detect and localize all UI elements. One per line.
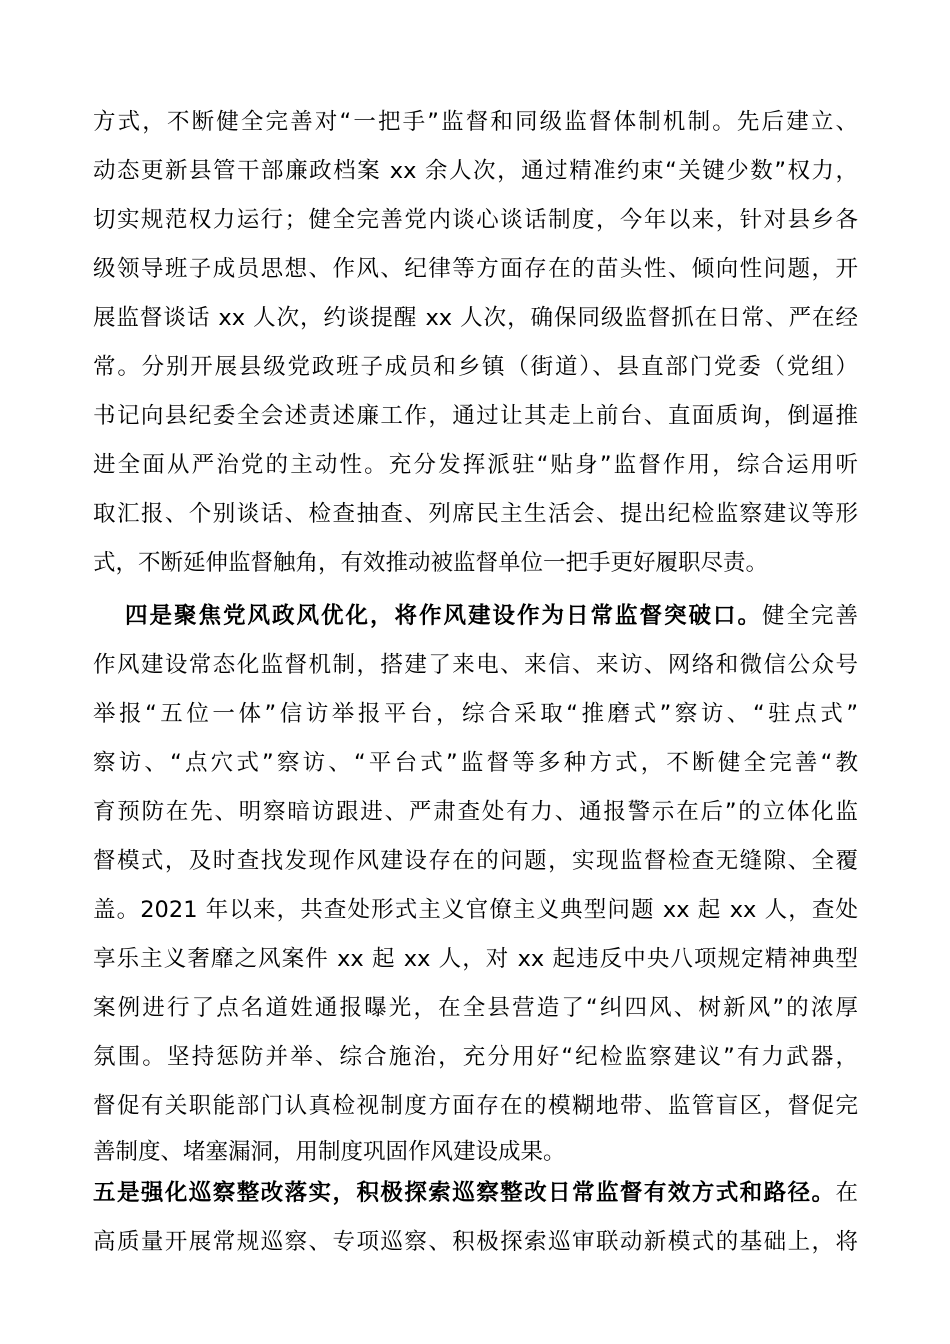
body-text-line: 案例进行了点名道姓通报曝光，在全县营造了“纠四风、树新风”的浓厚 bbox=[93, 995, 858, 1021]
body-text-line: 书记向县纪委全会述责述廉工作，通过让其走上前台、直面质询，倒逼推 bbox=[93, 403, 858, 429]
body-text-line: 督促有关职能部门认真检视制度方面存在的模糊地带、监管盲区，督促完 bbox=[93, 1093, 858, 1119]
paragraph-first-line bbox=[93, 1173, 858, 1213]
body-text-line: 切实规范权力运行；健全完善党内谈心谈话制度，今年以来，针对县乡各 bbox=[93, 207, 858, 233]
body-text-line: 氛围。坚持惩防并举、综合施治，充分用好“纪检监察建议”有力武器， bbox=[93, 1044, 858, 1070]
body-text-line: 举报“五位一体”信访举报平台，综合采取“推磨式”察访、“驻点式” bbox=[93, 701, 858, 727]
body-text-line: 善制度、堵塞漏洞，用制度巩固作风建设成果。 bbox=[93, 1139, 566, 1165]
body-text-line: 进全面从严治党的主动性。充分发挥派驻“贴身”监督作用，综合运用听 bbox=[93, 452, 858, 478]
body-text-line: 方式，不断健全完善对“一把手”监督和同级监督体制机制。先后建立、 bbox=[93, 109, 858, 135]
body-text-line: 督模式，及时查找发现作风建设存在的问题，实现监督检查无缝隙、全覆 bbox=[93, 848, 858, 874]
body-text-line: 常。分别开展县级党政班子成员和乡镇（街道）、县直部门党委（党组） bbox=[93, 354, 858, 380]
body-text-line: 展监督谈话 xx 人次，约谈提醒 xx 人次，确保同级监督抓在日常、严在经 bbox=[93, 305, 858, 331]
body-text-line: 育预防在先、明察暗访跟进、严肃查处有力、通报警示在后”的立体化监 bbox=[93, 799, 858, 825]
body-text-line: 察访、“点穴式”察访、“平台式”监督等多种方式，不断健全完善“教 bbox=[93, 750, 858, 776]
body-text-line: 式，不断延伸监督触角，有效推动被监督单位一把手更好履职尽责。 bbox=[93, 550, 769, 576]
body-text-line: 动态更新县管干部廉政档案 xx 余人次，通过精准约束“关键少数”权力， bbox=[93, 158, 858, 184]
body-text-line: 作风建设常态化监督机制，搭建了来电、来信、来访、网络和微信公众号 bbox=[93, 652, 858, 678]
body-text-line: 盖。2021 年以来，共查处形式主义官僚主义典型问题 xx 起 xx 人，查处 bbox=[93, 897, 858, 923]
body-text-line: 高质量开展常规巡察、专项巡察、积极探索巡审联动新模式的基础上，将 bbox=[93, 1229, 858, 1255]
body-text-line: 取汇报、个别谈话、检查抽查、列席民主生活会、提出纪检监察建议等形 bbox=[93, 501, 858, 527]
section-heading: 四是聚焦党风政风优化，将作风建设作为日常监督突破口。 bbox=[125, 603, 762, 629]
body-text-line: 级领导班子成员思想、作风、纪律等方面存在的苗头性、倾向性问题，开 bbox=[93, 256, 858, 282]
body-text-span: 在 bbox=[835, 1180, 858, 1206]
body-text-span: 健全完善 bbox=[761, 603, 858, 629]
section-heading: 五是强化巡察整改落实，积极探索巡察整改日常监督有效方式和路径。 bbox=[93, 1180, 836, 1206]
body-text-line: 享乐主义奢靡之风案件 xx 起 xx 人，对 xx 起违反中央八项规定精神典型 bbox=[93, 946, 858, 972]
paragraph-first-line bbox=[125, 596, 858, 636]
